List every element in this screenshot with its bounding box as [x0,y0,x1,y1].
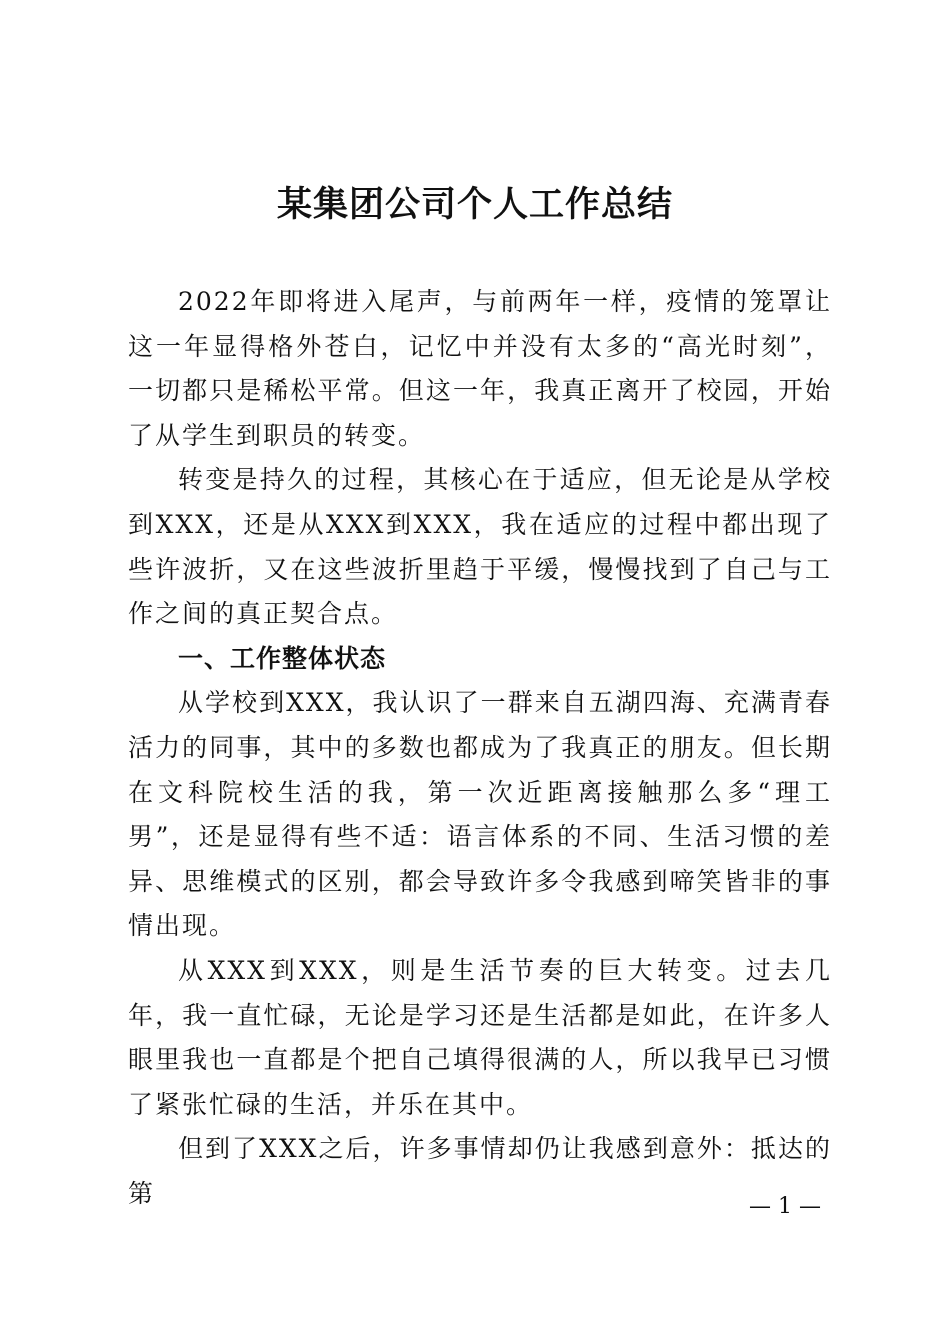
paragraph: 转变是持久的过程，其核心在于适应，但无论是从学校到XXX，还是从XXX到XXX，我在适应的过程中都出现了些许波折，又在这些波折里趋于平缓，慢慢找到了自己与工作之间的真正契合点。 [128,465,832,629]
paragraph: 从XXX到XXX，则是生活节奏的巨大转变。过去几年，我一直忙碌，无论是学习还是生活都是如此，在许多人眼里我也一直都是个把自己填得很满的人，所以我早已习惯了紧张忙碌的生活，并乐在其中。 [128,955,832,1119]
section-heading: 一、工作整体状态 [178,643,387,673]
paragraph: 从学校到XXX，我认识了一群来自五湖四海、充满青春活力的同事，其中的多数也都成为了我真正的朋友。但长期在文科院校生活的我，第一次近距离接触那么多“理工男”，还是显得有些不适：语言体系的不同、生活习惯的差异、思维模式的区别，都会导致许多令我感到啼笑皆非的事情出现。 [128,688,832,941]
document-title: 某集团公司个人工作总结 [276,184,673,225]
page-number: — 1 — [749,1194,821,1219]
paragraph: 2022年即将进入尾声，与前两年一样，疫情的笼罩让这一年显得格外苍白，记忆中并没有太多的“高光时刻”，一切都只是稀松平常。但这一年，我真正离开了校园，开始了从学生到职员的转变。 [128,287,832,450]
paragraph: 但到了XXX之后，许多事情却仍让我感到意外：抵达的第 [128,1134,832,1208]
document-body [128,280,832,1216]
